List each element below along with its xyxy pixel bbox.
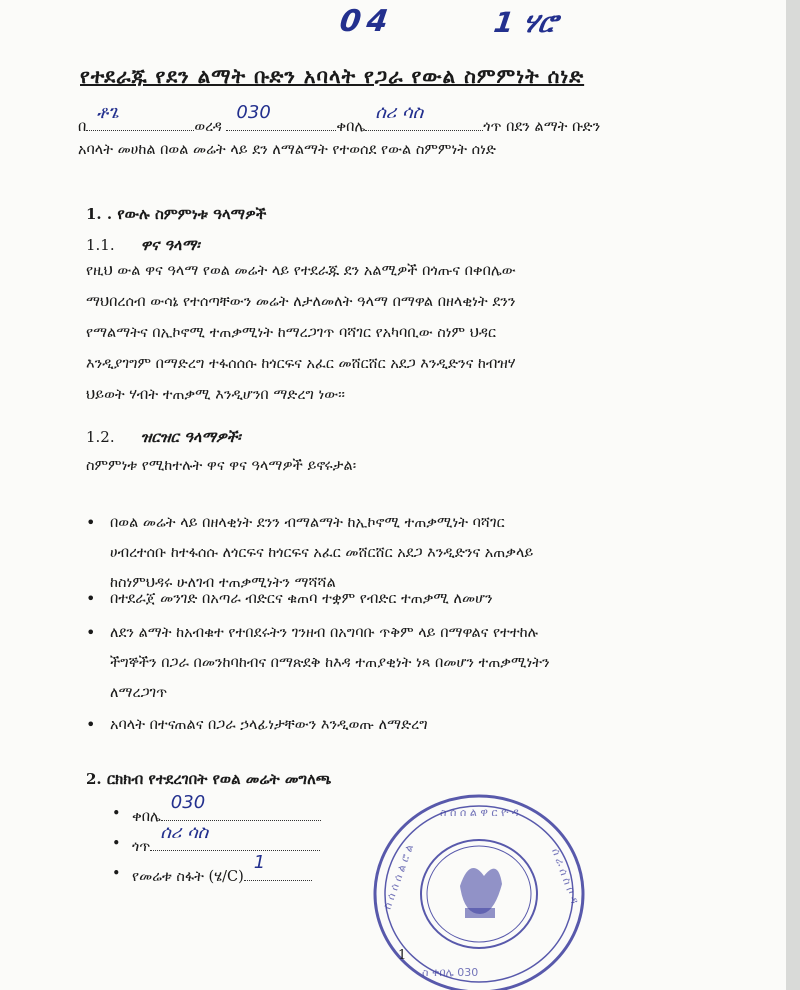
scan-edge <box>786 0 800 990</box>
bullet-icon: • <box>86 513 96 532</box>
handwritten-number-top: 04 <box>337 4 397 39</box>
handwritten-note-top-right: 1 ሃሮ <box>491 6 560 39</box>
bullet-icon: • <box>86 715 96 734</box>
svg-text:ስ ሰ ሰ ሰ ል ሮ ል: ስ ሰ ሰ ሰ ል ሮ ል <box>380 842 417 912</box>
svg-text:ስ ቀበሌ 030: ስ ቀበሌ 030 <box>422 966 479 979</box>
section-1-1-heading: 1.1. ዋና ዓላማ፡ <box>86 236 200 254</box>
section-1-2-intro: ስምምነቱ የሚከተሉት ዋና ዋና ዓላማዎች ይኖሩታል፡ <box>86 458 357 474</box>
handwritten-gote: ሰሪ ሳስ <box>375 102 424 123</box>
intro-line-1: በ ቶጌ ወረዳ 030 ቀበሌ ሰሪ ሳስ ጎጥ በደን ልማት ቡድን <box>78 102 601 135</box>
bullet-icon: • <box>86 623 96 642</box>
land-item-area: • የመሬቱ ስፋት (ሄ/C) 1 <box>132 866 312 885</box>
bullet-icon: • <box>86 589 96 608</box>
land-item-kebele: • ቀበሌ 030 <box>132 806 321 825</box>
page-number: 1 <box>398 948 407 963</box>
land-item-gote: • ጎጥ ሰሪ ሳስ <box>132 836 320 855</box>
intro-line-2: አባላት መሀከል በወል መሬት ላይ ደን ለማልማት የተወሰደ የውል ስምምነት ሰነድ <box>78 142 496 158</box>
document-title: የተደራጁ የደን ልማት ቡድን አባላት የጋራ የውል ስምምነት ሰነድ <box>80 64 585 88</box>
section-2-heading: 2. ርክክብ የተደረገበት የወል መሬት መግለጫ <box>86 770 332 788</box>
svg-text:ስ ሰ ሰ ል ዋ ር ዮ ዳ: ስ ሰ ሰ ል ዋ ር ዮ ዳ <box>440 806 519 819</box>
handwritten-kebele-number: 030 <box>236 102 271 123</box>
section-1-heading: 1. . የውሉ ስምምነቱ ዓላማዎች <box>86 205 267 223</box>
main-objective-paragraph: የዚህ ውል ዋና ዓላማ የወል መሬት ላይ የተደራጁ ደን አልሚዎች በጎጡና በቀበሌው ማህበረሰብ ውሳኔ የተሰጣቸውን መሬት ለታለመለት ዓላማ በማዋል በዘላቂነት ደንን የማልማትና በኢኮኖሚ ተጠቃሚነት ከማረጋገጥ ባሻገር የአካባቢው ስነም ህዳር እንዲያገግም በማድረግ ተፋሰሰሱ ከጎርፍና አፈር መሸርሸር አደጋ እንዲድንና ከብዝሃ ህይወት ሃብት ተጠቃሚ እንዲሆንበ ማድረግ ነው፡፡ <box>86 263 516 403</box>
document-page: 04 1 ሃሮ የተደራጁ የደን ልማት ቡድን አባላት የጋራ የውል ስምምነት ሰነድ በ ቶጌ ወረዳ 030 ቀበሌ ሰሪ ሳስ ጎጥ በደን ልማት ቡድን አባላት መሀከል በወል መሬት ላይ ደን ለማልማት የተወሰደ የውል ስምምነት ሰነድ 1. . የውሉ ስምምነቱ ዓላማዎች 1.1. ዋና ዓላማ፡ የዚህ ውል ዋና ዓላማ የወል መሬት ላይ የተደራጁ ደን አልሚዎች በጎጡና በቀበሌው ማህበረሰብ ውሳኔ የተሰጣቸውን መሬት ለታለመለት ዓላማ በማዋል በዘላቂነት ደንን የማልማትና በኢኮኖሚ ተጠቃሚነት ከማረጋገጥ ባሻገር የአካባቢው ስነም ህዳር እንዲያገግም በማድረግ ተፋሰሰሱ ከጎርፍና አፈር መሸርሸር አደጋ እንዲድንና ከብዝሃ ህይወት ሃብት ተጠቃሚ እንዲሆንበ ማድረግ ነው፡፡ 1.2. ዝርዝር ዓላማዎች፡ ስምምነቱ የሚከተሉት ዋና ዋና ዓላማዎች ይኖሩታል፡ • በወል መሬት ላይ በዘላቂነት ደንን ብማልማት ከኢኮኖሚ ተጠቃሚነት ባሻገር ሀብረተሰቡ ከተፋሰሱ ለጎርፍና ከጎርፍና አፈር መሸርሸር አደጋ እንዲድንና አጠቃላይ ከስነምህዳሩ ሁለገብ ተጠቃሚነትን ማሻሻል • በተደራጀ መንገድ በአጣራ ብድርና ቁጠባ ተቋም የብድር ተጠቃሚ ለመሆን • ለደን ልማት ከአብቁተ የተበደሩትን ገንዘብ በአግባቡ ጥቅም ላይ በማዋልና የተተከሉ ችግኞችን በጋራ በመንከባከብና በማጽደቅ ከእዳ ተጠያቂነት ነጻ በመሆን ተጠቃሚነትን ለማረጋገጥ • አባላት በተናጠልና በጋራ ኃላፊነታቸውን እንዲወጡ ለማድረግ 2. ርክክብ የተደረገበት የወል መሬት መግለጫ • ቀበሌ 030 • ጎጥ ሰሪ ሳስ • የመሬቱ ስፋት (ሄ/C) 1 ስ ሰ ሰ ል ዋ ር ዮ ዳ ስ ሰ ሰ ሰ ል ሮ ል ሰ ራ ሰ ስ ቦ ዳ ስ ቀበሌ 030 1 <box>0 0 786 990</box>
svg-text:ሰ ራ ሰ ስ ቦ ዳ: ሰ ራ ሰ ስ ቦ ዳ <box>549 846 582 906</box>
handwritten-woreda: ቶጌ <box>96 102 119 123</box>
section-1-2-heading: 1.2. ዝርዝር ዓላማዎች፡ <box>86 428 241 446</box>
